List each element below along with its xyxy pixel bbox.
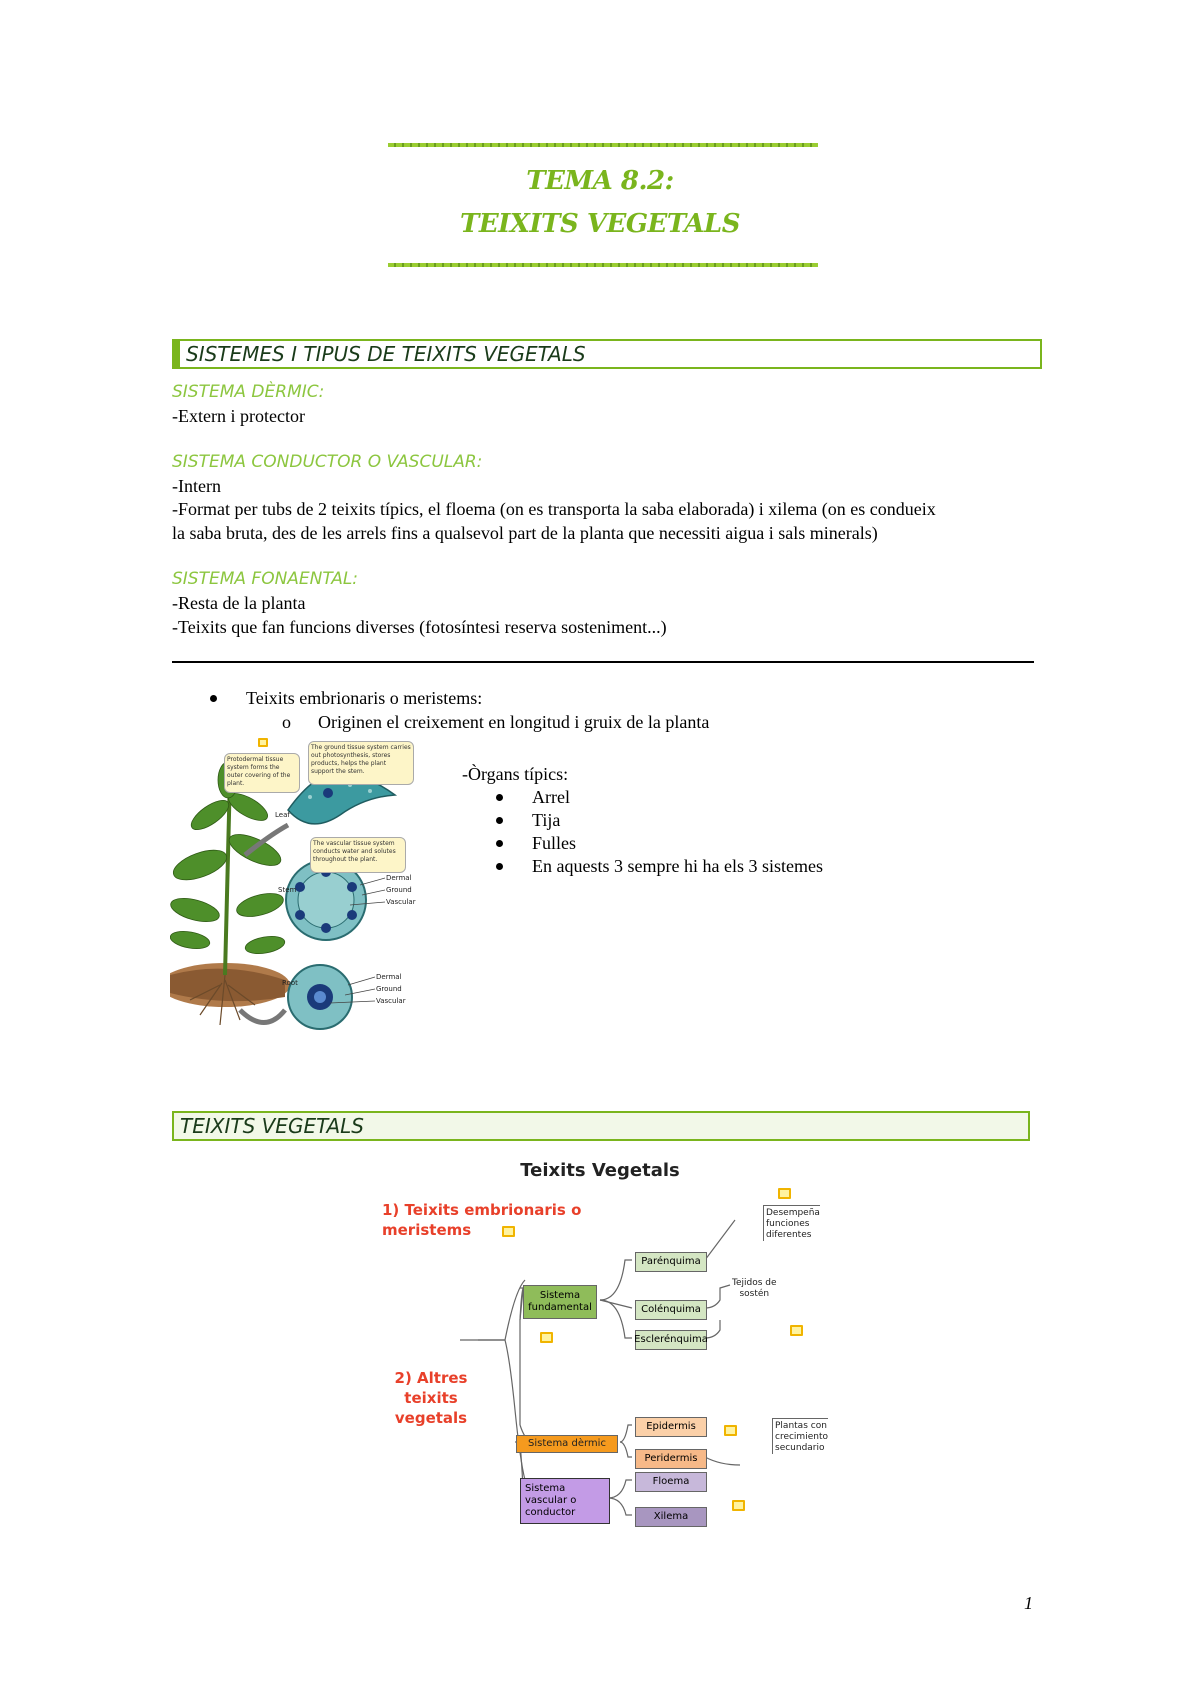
arrow-root: [240, 1010, 285, 1023]
mindmap-node-fundamental: Sistema fundamental: [523, 1285, 597, 1319]
organ-item-fulles: Fulles: [532, 833, 577, 853]
bullet-meristems: Teixits embrionaris o meristems:: [246, 688, 483, 708]
conductor-line-3: la saba bruta, des de les arrels fins a qualsevol part de la planta que necessiti aigua i sals minerals): [172, 523, 878, 543]
mindmap-title: Teixits Vegetals: [520, 1160, 680, 1181]
decorative-line-bottom: [388, 263, 818, 267]
label-leaf: Leaf: [275, 811, 290, 819]
mindmap-note-peridermis: Plantas con crecimiento secundario: [772, 1418, 828, 1454]
note-icon: [724, 1425, 737, 1436]
mindmap-node-parenquima: Parénquima: [635, 1252, 707, 1272]
mindmap-node-peridermis: Peridermis: [635, 1449, 707, 1469]
root-label-vascular: Vascular: [376, 997, 406, 1005]
mindmap-node-xilema: Xilema: [635, 1507, 707, 1527]
conductor-line-2: -Format per tubs de 2 teixits típics, el floema (on es transporta la saba elaborada) i xilema (on es condueix: [172, 499, 936, 519]
sub-bullet-marker: o: [282, 712, 291, 732]
fonamental-line-1: -Resta de la planta: [172, 593, 306, 613]
page-number: 1: [1024, 1593, 1033, 1613]
stem-label-dermal: Dermal: [386, 874, 412, 882]
dermic-line-1: -Extern i protector: [172, 406, 305, 426]
mindmap-node-epidermis: Epidermis: [635, 1417, 707, 1437]
label-stem: Stem: [278, 886, 297, 894]
conductor-line-1: -Intern: [172, 476, 221, 496]
mindmap-node-esclerenquima: Esclerénquima: [635, 1330, 707, 1350]
organ-item-arrel: Arrel: [532, 787, 570, 807]
mindmap-note-parenquima: Desempeña funciones diferentes: [763, 1205, 820, 1241]
mindmap-node-colenquima: Colénquima: [635, 1300, 707, 1320]
mindmap-diagram: [360, 1160, 840, 1540]
sub-bullet-originen: Originen el creixement en longitud i gruix de la planta: [318, 712, 710, 732]
fonamental-line-2: -Teixits que fan funcions diverses (fotosíntesi reserva sosteniment...): [172, 617, 667, 637]
subheading-dermic: SISTEMA DÈRMIC:: [172, 382, 325, 402]
note-icon: [502, 1226, 515, 1237]
bullet-icon: [496, 817, 503, 824]
subheading-conductor: SISTEMA CONDUCTOR O VASCULAR:: [172, 452, 483, 472]
note-icon: [778, 1188, 791, 1199]
plant-tissue-figure: [170, 735, 428, 1045]
section-heading-teixits: TEIXITS VEGETALS: [172, 1111, 1030, 1141]
note-icon: [540, 1332, 553, 1343]
mindmap-node-vascular: Sistema vascular o conductor: [520, 1478, 610, 1524]
page-title-line1: TEMA 8.2:: [526, 166, 674, 196]
root-label-dermal: Dermal: [376, 973, 402, 981]
organs-heading: -Òrgans típics:: [462, 764, 569, 784]
callout-dermal: Protodermal tissue system forms the outer covering of the plant.: [224, 753, 300, 793]
leaf-vascular-bundle: [323, 788, 333, 798]
bullet-icon: [496, 863, 503, 870]
root-label-ground: Ground: [376, 985, 402, 993]
mindmap-node-dermic: Sistema dèrmic: [516, 1435, 618, 1453]
callout-ground: The ground tissue system carries out photosynthesis, stores products, helps the plant support the stem.: [308, 741, 414, 785]
mindmap-node-floema: Floema: [635, 1472, 707, 1492]
bullet-icon: [496, 840, 503, 847]
bullet-icon: [210, 695, 217, 702]
note-icon: [790, 1325, 803, 1336]
organ-item-tija: Tija: [532, 810, 561, 830]
organ-item-sistemes: En aquests 3 sempre hi ha els 3 sistemes: [532, 856, 823, 876]
mindmap-item-embrionaris: 1) Teixits embrionaris o meristems: [382, 1201, 582, 1239]
note-icon: [732, 1500, 745, 1511]
mindmap-note-sosten: Tejidos de sostén: [732, 1278, 777, 1299]
page-title-line2: TEIXITS VEGETALS: [459, 209, 740, 239]
horizontal-rule: [172, 661, 1034, 663]
stem-label-ground: Ground: [386, 886, 412, 894]
subheading-fonamental: SISTEMA FONAENTAL:: [172, 569, 359, 589]
stem-label-vascular: Vascular: [386, 898, 416, 906]
note-icon: [258, 738, 268, 747]
label-root: Root: [282, 979, 298, 987]
decorative-line-top: [388, 143, 818, 147]
callout-vascular: The vascular tissue system conducts water and solutes throughout the plant.: [310, 837, 406, 873]
mindmap-item-altres: 2) Altres teixits vegetals: [394, 1369, 468, 1427]
section-heading-sistemes: SISTEMES I TIPUS DE TEIXITS VEGETALS: [172, 339, 1042, 369]
bullet-icon: [496, 794, 503, 801]
